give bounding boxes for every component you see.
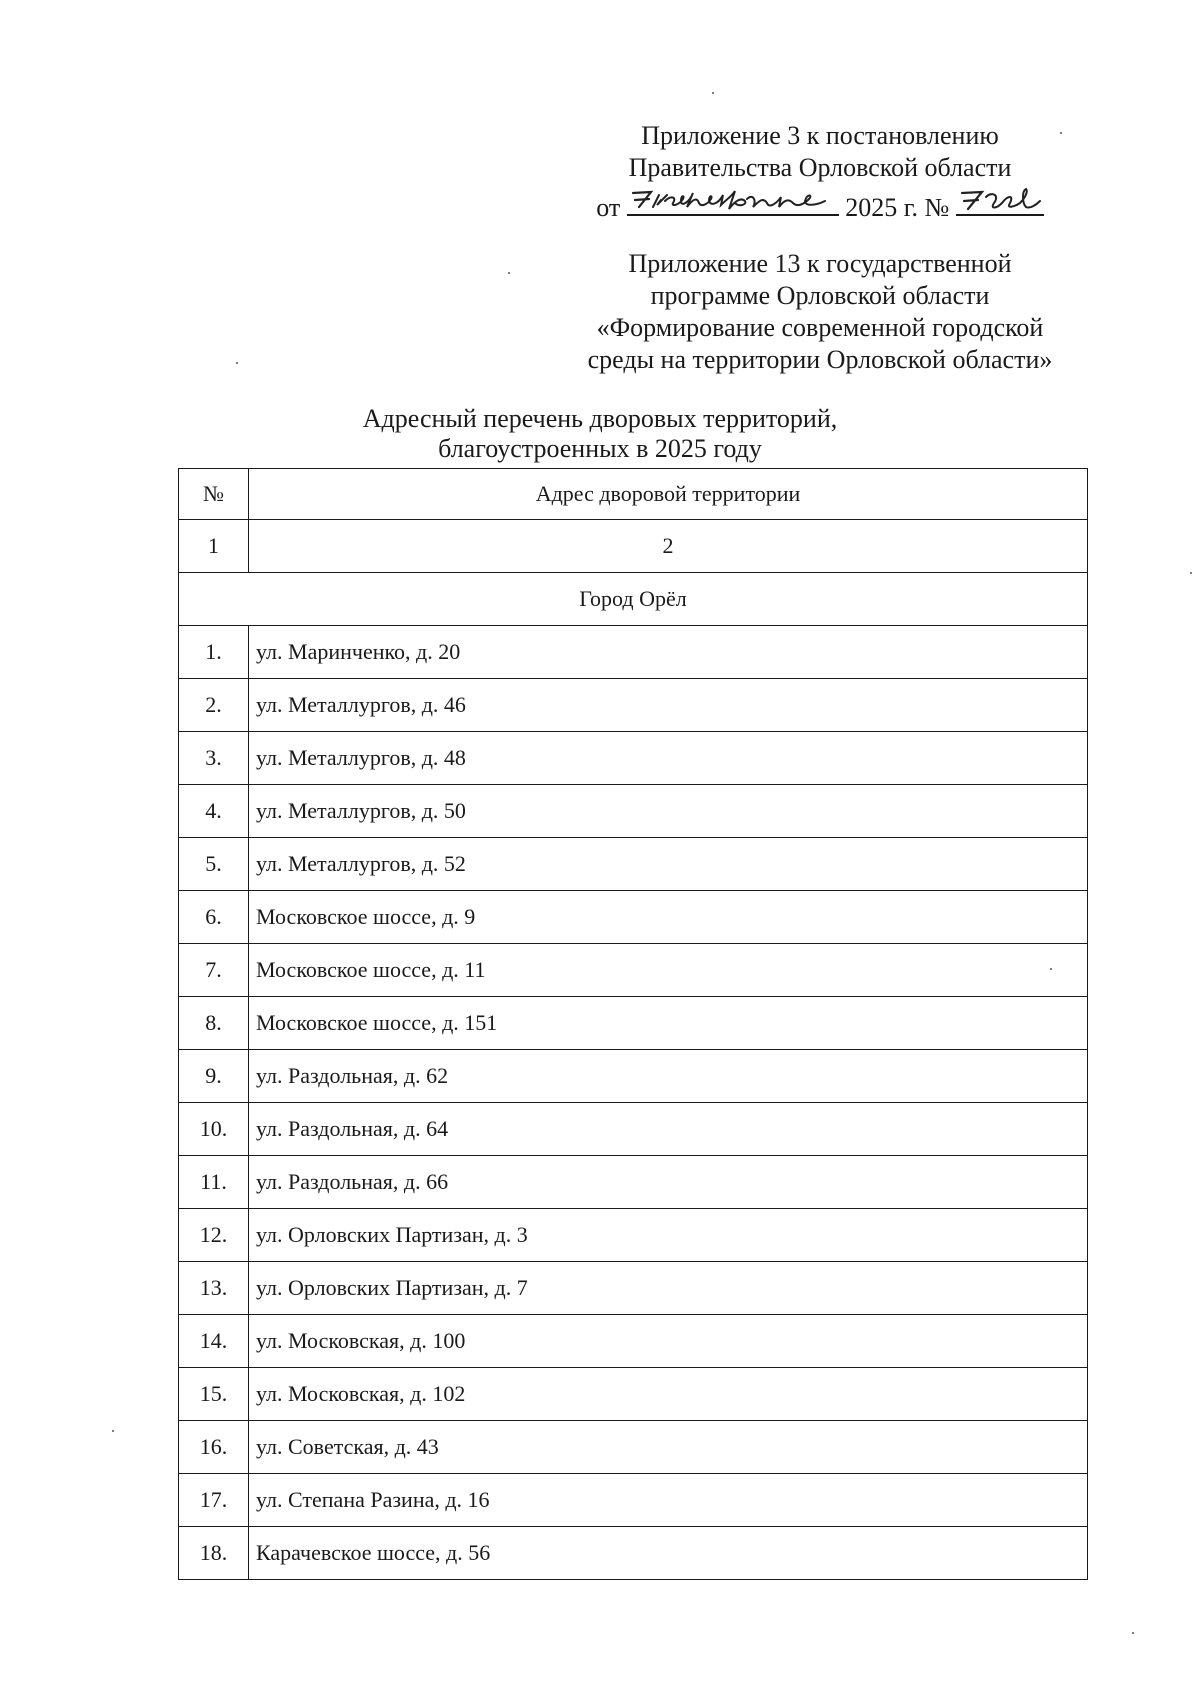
- header-number: №: [179, 469, 249, 520]
- header-address: Адрес дворовой территории: [249, 469, 1088, 520]
- row-number: 6.: [179, 891, 249, 944]
- column-number-2: 2: [249, 520, 1088, 573]
- scan-speck: [1190, 572, 1192, 574]
- row-address: ул. Раздольная, д. 62: [249, 1050, 1088, 1103]
- table-row: [179, 785, 1088, 838]
- table-row: [179, 1050, 1088, 1103]
- program-line-3: «Формирование современной городской: [596, 313, 1044, 342]
- row-address: ул. Раздольная, д. 64: [249, 1103, 1088, 1156]
- row-number: 14.: [179, 1315, 249, 1368]
- handwritten-number: [956, 184, 1044, 216]
- row-address: ул. Московская, д. 100: [249, 1315, 1088, 1368]
- row-address: ул. Металлургов, д. 50: [249, 785, 1088, 838]
- table-row: [179, 1209, 1088, 1262]
- table-row: [179, 944, 1088, 997]
- row-number: 3.: [179, 732, 249, 785]
- decree-line-3: [540, 184, 1100, 224]
- table-row: [179, 997, 1088, 1050]
- table-row: [179, 1474, 1088, 1527]
- table-row: [179, 1103, 1088, 1156]
- row-number: 15.: [179, 1368, 249, 1421]
- row-number: 16.: [179, 1421, 249, 1474]
- row-address: ул. Орловских Партизан, д. 3: [249, 1209, 1088, 1262]
- section-row: [179, 573, 1088, 626]
- row-number: 8.: [179, 997, 249, 1050]
- scan-speck: [236, 362, 238, 364]
- table-header-row: [179, 469, 1088, 520]
- row-number: 7.: [179, 944, 249, 997]
- row-address: ул. Советская, д. 43: [249, 1421, 1088, 1474]
- list-title: [300, 404, 900, 464]
- row-address: ул. Орловских Партизан, д. 7: [249, 1262, 1088, 1315]
- row-address: ул. Металлургов, д. 48: [249, 732, 1088, 785]
- scan-speck: [712, 92, 714, 94]
- table-row: [179, 732, 1088, 785]
- column-number-row: [179, 520, 1088, 573]
- table-row: [179, 838, 1088, 891]
- decree-date-year: 2025 г. №: [845, 193, 950, 222]
- table-row: [179, 891, 1088, 944]
- scan-speck: [112, 1430, 114, 1432]
- row-number: 12.: [179, 1209, 249, 1262]
- list-title-line-2: благоустроенных в 2025 году: [438, 434, 762, 463]
- row-address: Московское шоссе, д. 151: [249, 997, 1088, 1050]
- table-row: [179, 1315, 1088, 1368]
- handwritten-date: [627, 184, 839, 216]
- row-address: ул. Московская, д. 102: [249, 1368, 1088, 1421]
- program-line-1: Приложение 13 к государственной: [628, 249, 1012, 278]
- scan-speck: [508, 272, 510, 274]
- table-row: [179, 1421, 1088, 1474]
- decree-reference: [540, 120, 1100, 224]
- table-row: [179, 1156, 1088, 1209]
- column-number-1: 1: [179, 520, 249, 573]
- row-number: 9.: [179, 1050, 249, 1103]
- row-address: Московское шоссе, д. 11: [249, 944, 1088, 997]
- row-number: 11.: [179, 1156, 249, 1209]
- row-address: ул. Степана Разина, д. 16: [249, 1474, 1088, 1527]
- scan-speck: [1050, 968, 1052, 970]
- decree-line-1: Приложение 3 к постановлению: [641, 121, 999, 150]
- list-title-line-1: Адресный перечень дворовых территорий,: [362, 404, 838, 433]
- address-table: [178, 468, 1088, 1580]
- row-number: 2.: [179, 679, 249, 732]
- row-address: Московское шоссе, д. 9: [249, 891, 1088, 944]
- program-line-4: среды на территории Орловской области»: [587, 345, 1053, 374]
- row-address: ул. Маринченко, д. 20: [249, 626, 1088, 679]
- row-number: 1.: [179, 626, 249, 679]
- row-number: 13.: [179, 1262, 249, 1315]
- program-line-2: программе Орловской области: [650, 281, 990, 310]
- row-number: 4.: [179, 785, 249, 838]
- table-row: [179, 1368, 1088, 1421]
- scan-speck: [1132, 1632, 1134, 1634]
- table-row: [179, 1262, 1088, 1315]
- decree-date-prefix: от: [596, 193, 621, 222]
- row-address: ул. Металлургов, д. 46: [249, 679, 1088, 732]
- row-number: 17.: [179, 1474, 249, 1527]
- row-address: ул. Раздольная, д. 66: [249, 1156, 1088, 1209]
- row-number: 5.: [179, 838, 249, 891]
- row-address: ул. Металлургов, д. 52: [249, 838, 1088, 891]
- section-title: Город Орёл: [179, 573, 1088, 626]
- program-reference: [540, 248, 1100, 376]
- row-address: Карачевское шоссе, д. 56: [249, 1527, 1088, 1580]
- table-row: [179, 1527, 1088, 1580]
- scan-speck: [1060, 132, 1062, 134]
- row-number: 10.: [179, 1103, 249, 1156]
- table-row: [179, 626, 1088, 679]
- decree-line-2: Правительства Орловской области: [628, 153, 1012, 182]
- table-row: [179, 679, 1088, 732]
- row-number: 18.: [179, 1527, 249, 1580]
